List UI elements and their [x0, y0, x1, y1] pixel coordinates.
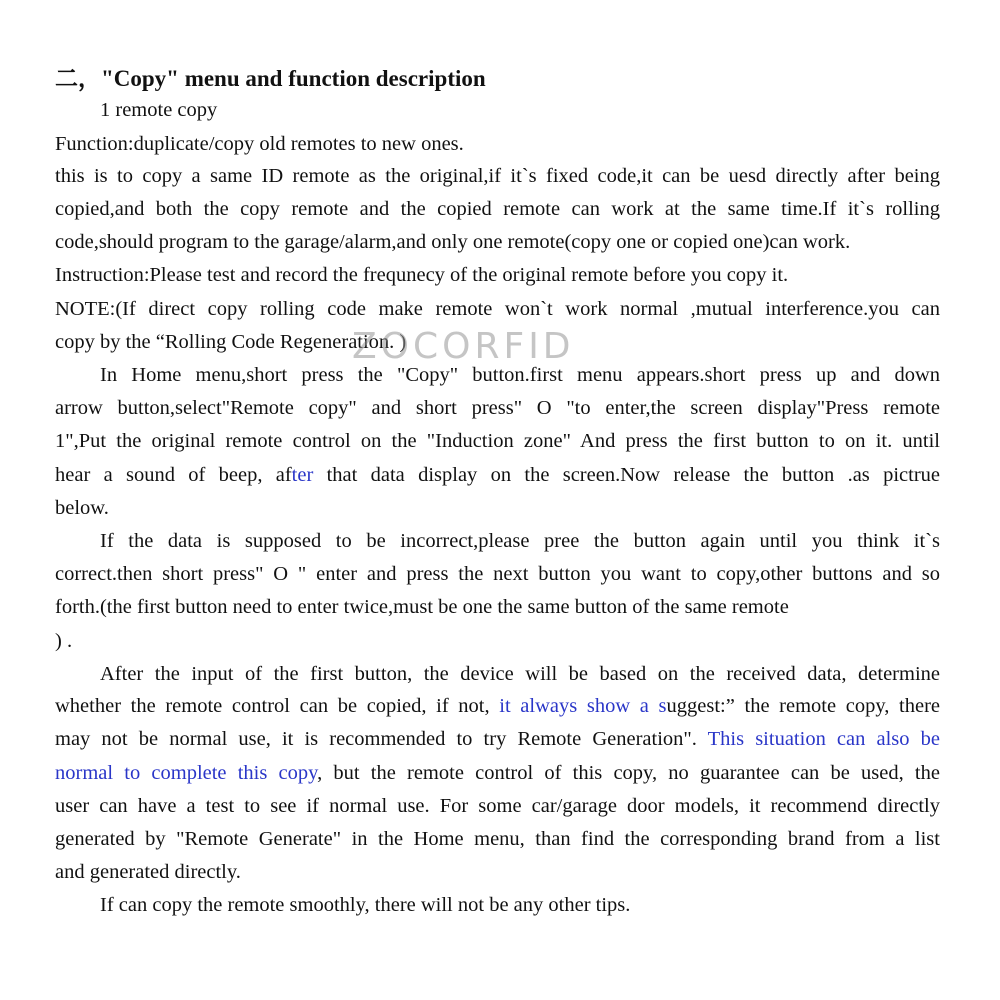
text-run: that data display on the screen.Now release the button .as pictrue [313, 464, 940, 486]
paragraph-line: and generated directly. [55, 861, 241, 883]
text-run: hear a sound of beep, af [55, 464, 292, 486]
text-run: may not be normal use, it is recommended to try Remote Generation". [55, 728, 708, 750]
text-run: whether the remote control can be copied, if not, [55, 695, 500, 717]
paragraph-line: After the input of the first button, the device will be based on the received data, determine [100, 663, 940, 685]
paragraph-line: ) . [55, 630, 73, 652]
highlighted-text: This situation can also be [707, 728, 940, 750]
paragraph-line: copied,and both the copy remote and the copied remote can work at the same time.If it`s rolling [55, 198, 940, 220]
note-line: copy by the “Rolling Code Regeneration. ) [55, 331, 407, 353]
paragraph-line: correct.then short press" O " enter and press the next button you want to copy,other buttons and so [55, 563, 940, 585]
paragraph-line: generated by "Remote Generate" in the Home menu, than find the corresponding brand from a list [55, 828, 940, 850]
instruction-line: Instruction:Please test and record the frequnecy of the original remote before you copy it. [55, 264, 789, 286]
text-run: , but the remote control of this copy, no guarantee can be used, the [317, 762, 940, 784]
paragraph-line [55, 693, 940, 719]
function-line: Function:duplicate/copy old remotes to new ones. [55, 133, 464, 155]
paragraph-line: code,should program to the garage/alarm,and only one remote(copy one or copied one)can work. [55, 231, 851, 253]
highlighted-text: it always show a s [499, 695, 667, 717]
paragraph-line: below. [55, 497, 109, 519]
paragraph-line [55, 462, 940, 488]
highlighted-text: normal to complete this copy [55, 762, 318, 784]
paragraph-line: If the data is supposed to be incorrect,please pree the button again until you think it`s [100, 530, 940, 552]
text-run: uggest:” the remote copy, there [666, 695, 940, 717]
paragraph-line: In Home menu,short press the "Copy" button.first menu appears.short press up and down [100, 364, 940, 386]
subheading-remote-copy: 1 remote copy [100, 99, 218, 121]
paragraph-line: 1",Put the original remote control on the "Induction zone" And press the first button to on it. until [55, 430, 940, 452]
paragraph-line: If can copy the remote smoothly, there will not be any other tips. [100, 894, 631, 916]
paragraph-line [55, 760, 940, 786]
paragraph-line: forth.(the first button need to enter twice,must be one the same button of the same remote [55, 596, 789, 618]
paragraph-line: user can have a test to see if normal use. For some car/garage door models, it recommend directly [55, 795, 940, 817]
paragraph-line: this is to copy a same ID remote as the original,if it`s fixed code,it can be uesd directly after being [55, 165, 940, 187]
paragraph-line: arrow button,select"Remote copy" and short press" O "to enter,the screen display"Press remote [55, 397, 940, 419]
highlighted-text: ter [291, 464, 314, 486]
paragraph-line [55, 726, 940, 752]
watermark-logo: ZOCORFID [352, 326, 575, 367]
section-heading: 二，"Copy" menu and function description [55, 66, 486, 91]
note-line: NOTE:(If direct copy rolling code make remote won`t work normal ,mutual interference.you can [55, 298, 940, 320]
